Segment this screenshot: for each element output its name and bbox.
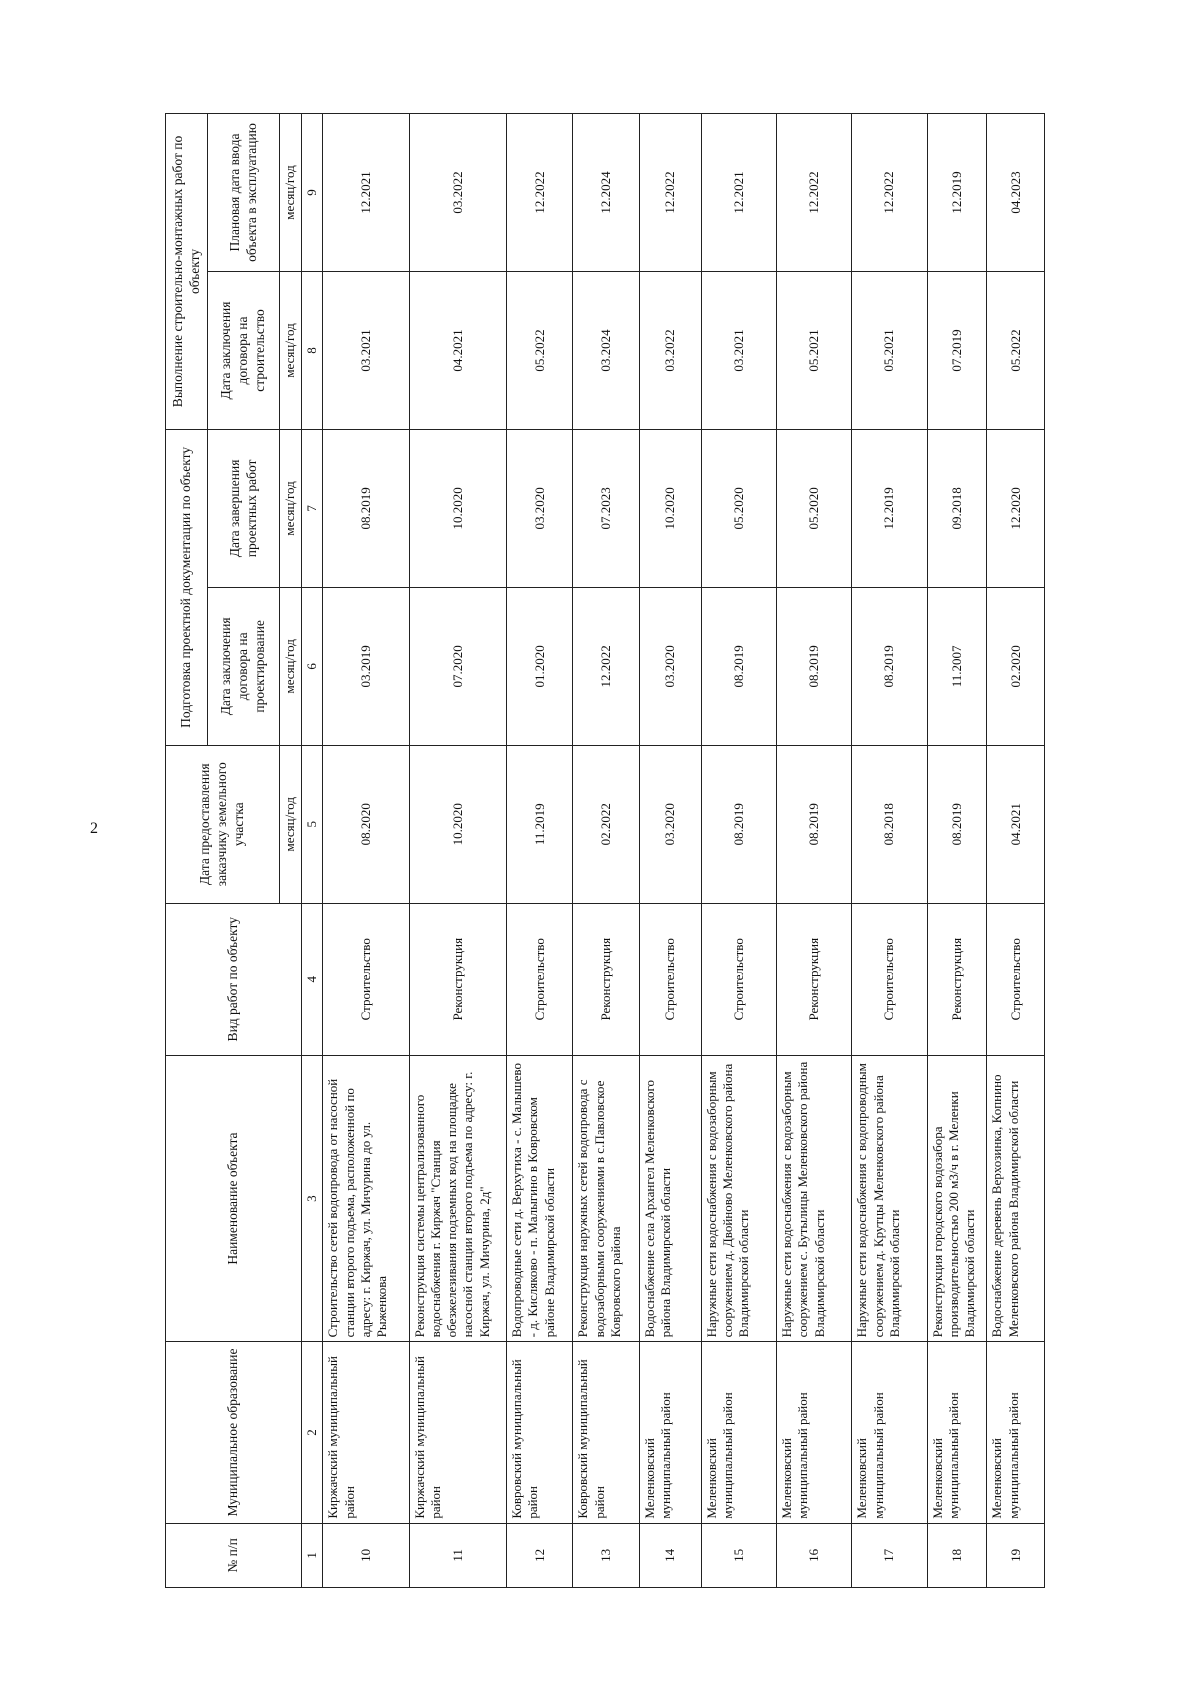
cell-work-type: Строительство — [852, 903, 927, 1055]
cell-work-type: Строительство — [323, 903, 409, 1055]
unit-label: месяц/год — [280, 745, 302, 903]
cell-object-name: Наружные сети водоснабжения с водозаборным сооружением с. Бутылицы Меленковского района Владимирской области — [777, 1055, 852, 1342]
table-row — [852, 114, 927, 1588]
cell-build-contract: 03.2022 — [639, 272, 701, 430]
cell-design-end: 10.2020 — [409, 429, 506, 587]
header-object-name: Наименование объекта — [166, 1055, 302, 1342]
cell-build-commission: 12.2019 — [927, 114, 987, 272]
cell-land-date: 11.2019 — [507, 745, 573, 903]
cell-municipality: Киржачский муниципальный район — [409, 1342, 506, 1523]
cell-build-commission: 12.2022 — [777, 114, 852, 272]
cell-build-contract: 04.2021 — [409, 272, 506, 430]
unit-label: месяц/год — [280, 587, 302, 745]
unit-label: месяц/год — [280, 429, 302, 587]
cell-object-name: Водоснабжение села Архангел Меленковского района Владимирской области — [639, 1055, 701, 1342]
cell-municipality: Меленковский муниципальный район — [639, 1342, 701, 1523]
cell-municipality: Ковровский муниципальный район — [573, 1342, 639, 1523]
cell-design-end: 12.2019 — [852, 429, 927, 587]
header-build-group: Выполнение строительно-монтажных работ по объекту — [166, 114, 208, 430]
cell-num: 17 — [852, 1523, 927, 1587]
cell-design-contract: 08.2019 — [777, 587, 852, 745]
cell-object-name: Строительство сетей водопровода от насосной станции второго подъема, расположенной по адресу: г. Киржач, ул. Мичурина до ул. Рыженкова — [323, 1055, 409, 1342]
cell-land-date: 10.2020 — [409, 745, 506, 903]
cell-work-type: Реконструкция — [573, 903, 639, 1055]
cell-land-date: 08.2019 — [701, 745, 776, 903]
cell-build-commission: 12.2021 — [701, 114, 776, 272]
cell-object-name: Наружные сети водоснабжения с водопроводным сооружением д. Крутцы Меленковского района Владимирской области — [852, 1055, 927, 1342]
table-row — [701, 114, 776, 1588]
header-build-contract: Дата заключения договора на строительство — [208, 272, 280, 430]
cell-design-contract: 12.2022 — [573, 587, 639, 745]
column-number: 2 — [302, 1342, 323, 1523]
cell-municipality: Киржачский муниципальный район — [323, 1342, 409, 1523]
cell-num: 16 — [777, 1523, 852, 1587]
table-row — [573, 114, 639, 1588]
cell-object-name: Водопроводные сети д. Верхутиха - с. Малышево - д. Кисляково - п. Малыгино в Ковровском районе Владимирской области — [507, 1055, 573, 1342]
cell-design-end: 07.2023 — [573, 429, 639, 587]
cell-land-date: 08.2019 — [927, 745, 987, 903]
table-row — [409, 114, 506, 1588]
page-number: 2 — [90, 820, 98, 837]
cell-num: 14 — [639, 1523, 701, 1587]
projects-table — [165, 113, 1045, 1588]
cell-design-end: 05.2020 — [701, 429, 776, 587]
cell-land-date: 02.2022 — [573, 745, 639, 903]
cell-object-name: Реконструкция наружных сетей водопровода с водозаборными сооружениями в с.Павловское Ковровского района — [573, 1055, 639, 1342]
cell-municipality: Меленковский муниципальный район — [852, 1342, 927, 1523]
cell-num: 15 — [701, 1523, 776, 1587]
cell-build-contract: 03.2024 — [573, 272, 639, 430]
cell-num: 10 — [323, 1523, 409, 1587]
cell-design-contract: 07.2020 — [409, 587, 506, 745]
cell-design-contract: 08.2019 — [852, 587, 927, 745]
cell-land-date: 08.2020 — [323, 745, 409, 903]
unit-label: месяц/год — [280, 272, 302, 430]
cell-municipality: Меленковский муниципальный район — [701, 1342, 776, 1523]
cell-build-commission: 12.2022 — [639, 114, 701, 272]
cell-design-contract: 03.2020 — [639, 587, 701, 745]
cell-land-date: 03.2020 — [639, 745, 701, 903]
cell-design-contract: 08.2019 — [701, 587, 776, 745]
header-design-group: Подготовка проектной документации по объекту — [166, 429, 208, 745]
cell-design-contract: 01.2020 — [507, 587, 573, 745]
cell-design-end: 03.2020 — [507, 429, 573, 587]
cell-object-name: Водоснабжение деревень Верхозинка, Копнино Меленковского района Владимирской области — [987, 1055, 1045, 1342]
cell-num: 19 — [987, 1523, 1045, 1587]
cell-build-contract: 05.2022 — [507, 272, 573, 430]
cell-num: 12 — [507, 1523, 573, 1587]
column-number: 6 — [302, 587, 323, 745]
cell-build-contract: 07.2019 — [927, 272, 987, 430]
cell-municipality: Меленковский муниципальный район — [777, 1342, 852, 1523]
cell-build-contract: 03.2021 — [701, 272, 776, 430]
cell-land-date: 04.2021 — [987, 745, 1045, 903]
column-number: 3 — [302, 1055, 323, 1342]
cell-design-contract: 11.2007 — [927, 587, 987, 745]
cell-num: 13 — [573, 1523, 639, 1587]
header-municipality: Муниципальное образование — [166, 1342, 302, 1523]
header-land-date: Дата предоставления заказчику земельного участка — [166, 745, 280, 903]
table-row — [323, 114, 409, 1588]
projects-table-sheet — [165, 113, 1045, 1588]
cell-work-type: Строительство — [701, 903, 776, 1055]
cell-object-name: Реконструкция системы централизованного водоснабжения г. Киржач "Станция обезжелезивания подземных вод на площадке насосной станции второго подъема по адресу: г. Киржач, ул. Мичурина, 2д" — [409, 1055, 506, 1342]
cell-build-commission: 12.2024 — [573, 114, 639, 272]
cell-object-name: Реконструкция городского водозабора производительностью 200 м3/ч в г. Меленки Владимирской области — [927, 1055, 987, 1342]
table-row — [987, 114, 1045, 1588]
cell-design-contract: 03.2019 — [323, 587, 409, 745]
cell-design-end: 05.2020 — [777, 429, 852, 587]
table-row — [639, 114, 701, 1588]
cell-design-end: 10.2020 — [639, 429, 701, 587]
cell-work-type: Реконструкция — [409, 903, 506, 1055]
table-row — [777, 114, 852, 1588]
cell-build-commission: 12.2022 — [852, 114, 927, 272]
cell-build-contract: 05.2021 — [852, 272, 927, 430]
cell-municipality: Меленковский муниципальный район — [927, 1342, 987, 1523]
cell-work-type: Реконструкция — [927, 903, 987, 1055]
column-number: 1 — [302, 1523, 323, 1587]
cell-build-commission: 12.2021 — [323, 114, 409, 272]
cell-design-end: 12.2020 — [987, 429, 1045, 587]
cell-municipality: Меленковский муниципальный район — [987, 1342, 1045, 1523]
header-design-contract: Дата заключения договора на проектирование — [208, 587, 280, 745]
cell-work-type: Реконструкция — [777, 903, 852, 1055]
cell-design-end: 09.2018 — [927, 429, 987, 587]
unit-label: месяц/год — [280, 114, 302, 272]
cell-work-type: Строительство — [987, 903, 1045, 1055]
column-number: 5 — [302, 745, 323, 903]
cell-design-contract: 02.2020 — [987, 587, 1045, 745]
header-work-type: Вид работ по объекту — [166, 903, 302, 1055]
cell-build-contract: 05.2021 — [777, 272, 852, 430]
column-number: 7 — [302, 429, 323, 587]
cell-build-commission: 04.2023 — [987, 114, 1045, 272]
column-number: 8 — [302, 272, 323, 430]
cell-municipality: Ковровский муниципальный район — [507, 1342, 573, 1523]
header-design-end: Дата завершения проектных работ — [208, 429, 280, 587]
column-number: 4 — [302, 903, 323, 1055]
cell-num: 11 — [409, 1523, 506, 1587]
cell-land-date: 08.2018 — [852, 745, 927, 903]
cell-work-type: Строительство — [639, 903, 701, 1055]
column-number: 9 — [302, 114, 323, 272]
header-num: № п/п — [166, 1523, 302, 1587]
table-row — [927, 114, 987, 1588]
cell-land-date: 08.2019 — [777, 745, 852, 903]
cell-build-contract: 05.2022 — [987, 272, 1045, 430]
cell-design-end: 08.2019 — [323, 429, 409, 587]
cell-num: 18 — [927, 1523, 987, 1587]
cell-work-type: Строительство — [507, 903, 573, 1055]
cell-build-commission: 03.2022 — [409, 114, 506, 272]
cell-object-name: Наружные сети водоснабжения с водозаборным сооружением д. Двойново Меленковского района Владимирской области — [701, 1055, 776, 1342]
cell-build-contract: 03.2021 — [323, 272, 409, 430]
cell-build-commission: 12.2022 — [507, 114, 573, 272]
table-row — [507, 114, 573, 1588]
header-build-commission: Плановая дата ввода объекта в эксплуатацию — [208, 114, 280, 272]
